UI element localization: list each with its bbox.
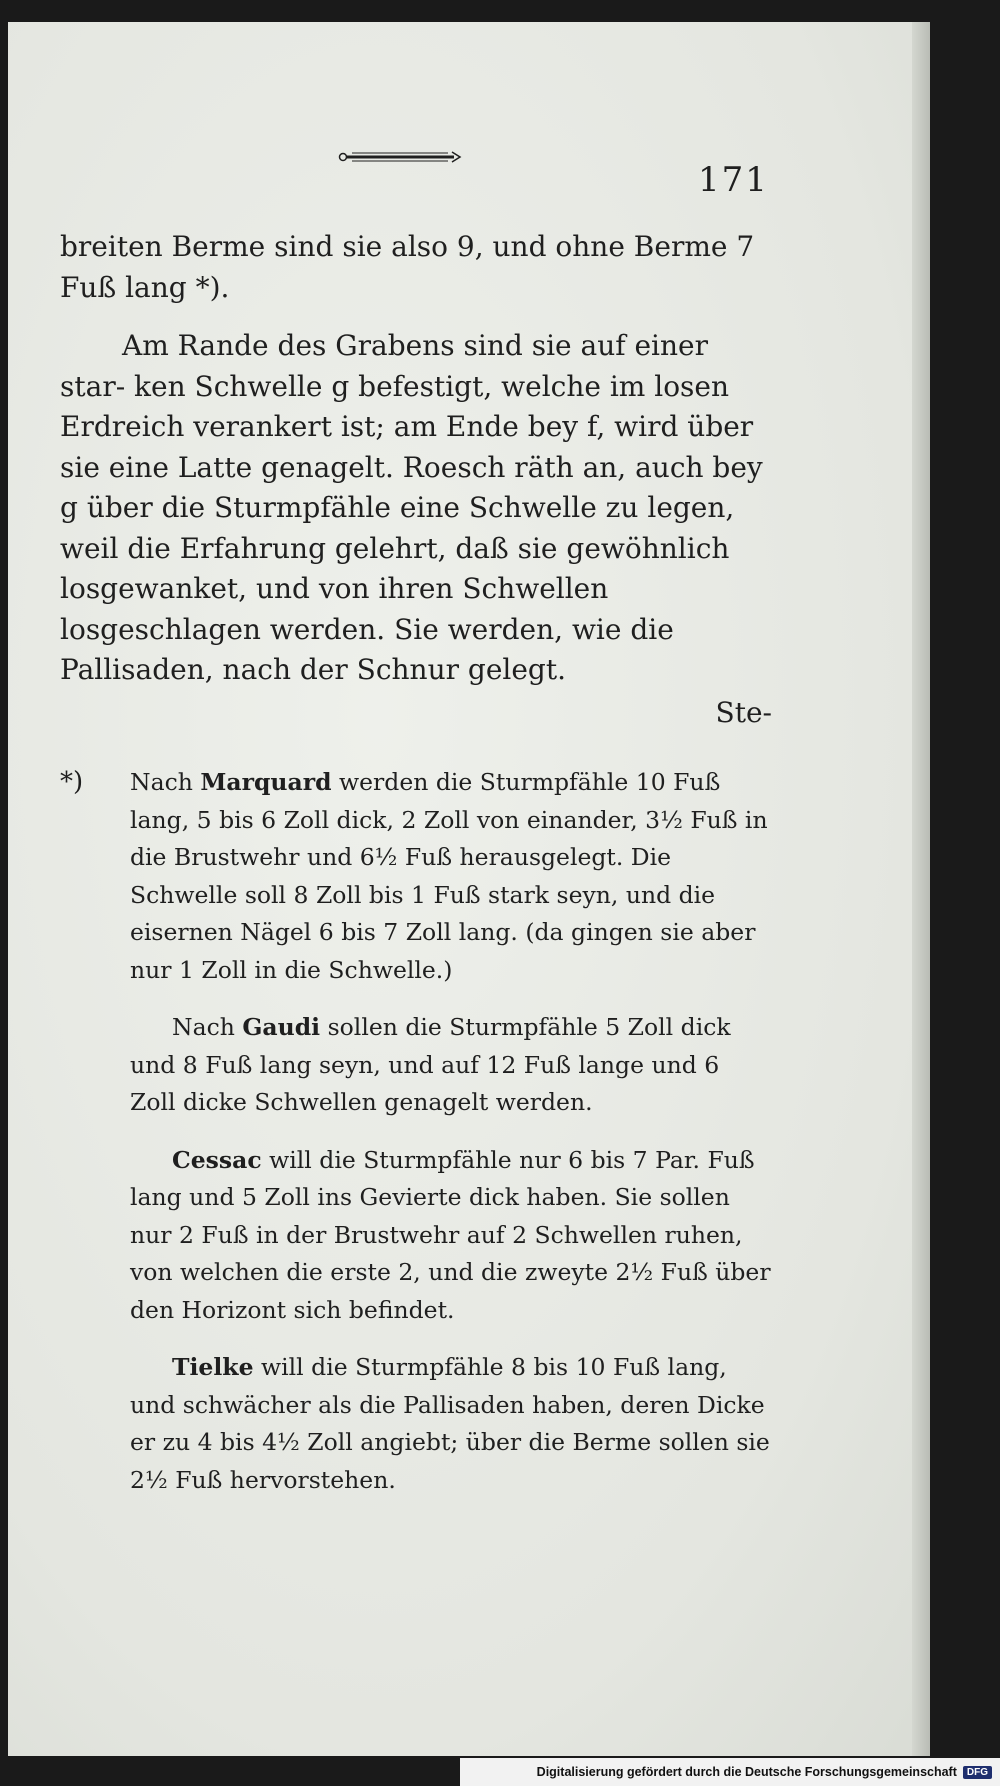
author-name: Cessac xyxy=(172,1145,262,1174)
footnote-gaudi xyxy=(130,1009,772,1122)
catchword: Ste- xyxy=(715,695,772,729)
author-name: Gaudi xyxy=(242,1013,321,1041)
footnote-tielke xyxy=(130,1349,772,1499)
paragraph: Am Rande des Grabens sind sie auf einer star- ken Schwelle g befestigt, welche im losen Erdreich verankert ist; am Ende bey f, wird über sie eine Latte genagelt. Roesch räth an, auch bey g über die Sturmpfähle eine Schwelle zu legen, weil die Erfahrung gelehrt, daß sie gewöhnlich losgewanket, und von ihren Schwellen losgeschlagen werden. Sie werden, wie die Pallisaden, nach der Schnur gelegt. xyxy=(60,329,763,686)
page-gutter-shadow xyxy=(912,22,930,1756)
header-ornament xyxy=(338,150,462,164)
footnote-lead: Nach xyxy=(172,1013,235,1041)
dfg-logo: DFG xyxy=(963,1766,992,1779)
footnote-text: will die Sturmpfähle nur 6 bis 7 Par. Fuß lang und 5 Zoll ins Gevierte dick haben. Sie sollen nur 2 Fuß in der Brustwehr auf 2 Schwellen ruhen, von welchen die erste 2, und die zweyte 2½ Fuß über den Horizont sich befindet. xyxy=(130,1145,771,1324)
footnotes xyxy=(60,764,772,1499)
paragraph: breiten Berme sind sie also 9, und ohne Berme 7 Fuß lang *). xyxy=(60,230,755,304)
author-name: Tielke xyxy=(172,1353,254,1381)
book-page xyxy=(8,22,930,1756)
main-text xyxy=(60,227,772,733)
footnote-marquard xyxy=(60,764,772,989)
footnote-text: will die Sturmpfähle 8 bis 10 Fuß lang, und schwächer als die Pallisaden haben, deren Dicke er zu 4 bis 4½ Zoll angiebt; über die Berme sollen sie 2½ Fuß hervorstehen. xyxy=(130,1353,770,1494)
author-name: Marquard xyxy=(200,768,332,796)
footnote-text: sollen die Sturmpfähle 5 Zoll dick und 8 Fuß lang seyn, und auf 12 Fuß lange und 6 Zoll dicke Schwellen genagelt werden. xyxy=(130,1013,731,1116)
credit-text: Digitalisierung gefördert durch die Deutsche Forschungsgemeinschaft xyxy=(536,1765,957,1779)
page-number: 171 xyxy=(698,160,769,200)
footnote-text: werden die Sturmpfähle 10 Fuß lang, 5 bis 6 Zoll dick, 2 Zoll von einander, 3½ Fuß in die Brustwehr und 6½ Fuß herausgelegt. Die Schwelle soll 8 Zoll bis 1 Fuß stark seyn, und die eisernen Nägel 6 bis 7 Zoll lang. (da gingen sie aber nur 1 Zoll in die Schwelle.) xyxy=(130,768,768,984)
footnote-marker: *) xyxy=(60,767,84,797)
digitization-credit xyxy=(460,1758,1000,1786)
footnote-cessac xyxy=(130,1142,772,1330)
footnote-lead: Nach xyxy=(130,768,193,796)
